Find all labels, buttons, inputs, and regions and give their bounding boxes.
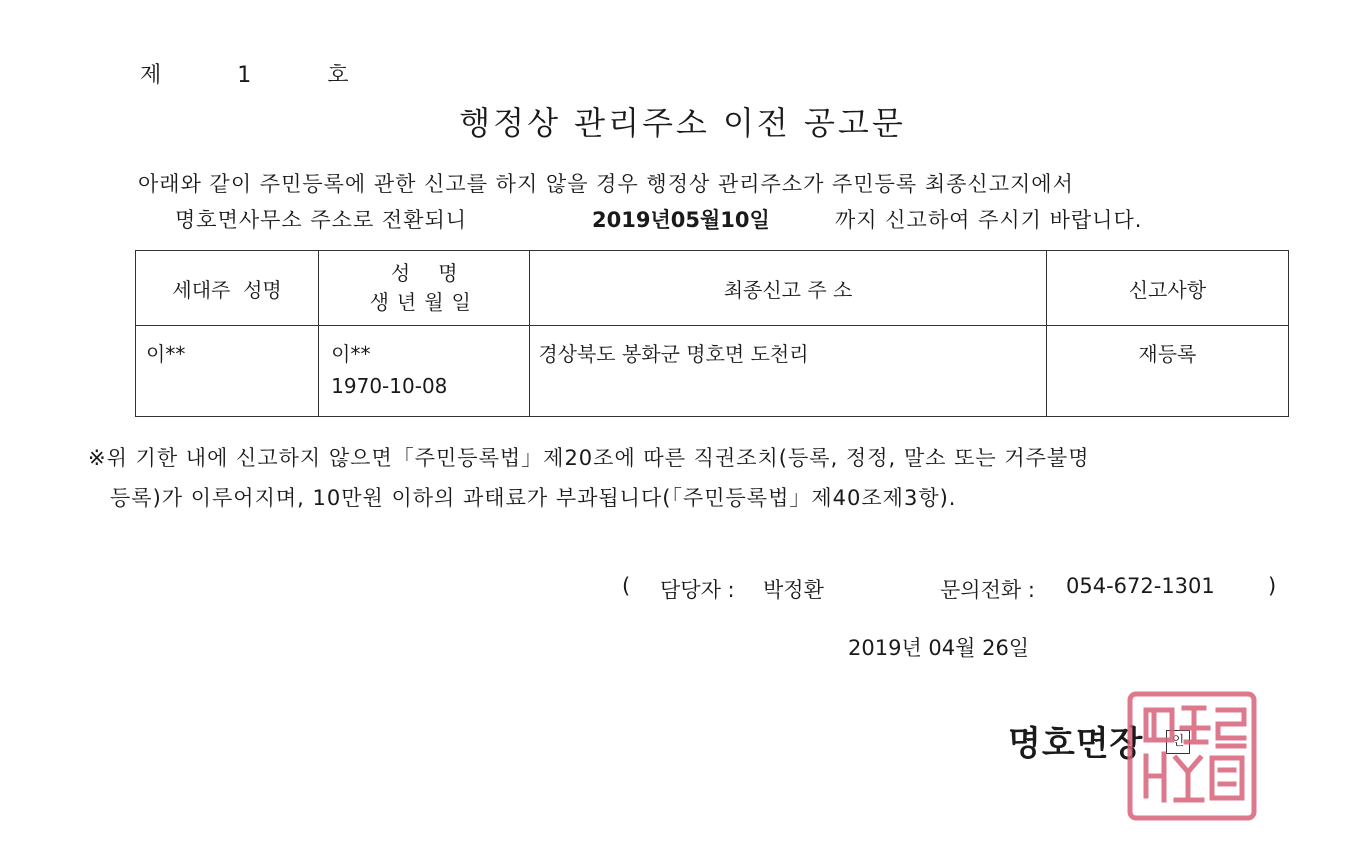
seal-mark: 인 (1166, 730, 1190, 754)
cell-report (1046, 326, 1288, 417)
header-address-label: 최종신고 주 소 (723, 277, 853, 302)
name-value: 이** (331, 342, 371, 366)
cell-householder (136, 326, 319, 417)
intro-line-1: 아래와 같이 주민등록에 관한 신고를 하지 않을 경우 행정상 관리주소가 주민등록 최종신고지에서 (138, 172, 1074, 196)
birth-value: 1970-10-08 (331, 374, 448, 398)
doc-number-suffix: 호 (327, 63, 349, 88)
doc-number-value: 1 (237, 63, 252, 88)
report-value: 재등록 (1138, 342, 1197, 366)
manager-name: 박정환 (763, 578, 824, 602)
notice-date: 2019년 04월 26일 (848, 636, 1030, 660)
phone-number: 054-672-1301 (1066, 574, 1215, 598)
address-value: 경상북도 봉화군 명호면 도천리 (538, 342, 809, 366)
footnote-line-1: ※위 기한 내에 신고하지 않으면「주민등록법」제20조에 따른 직권조치(등록, 정정, 말소 또는 거주불명 (88, 446, 1090, 470)
phone-label: 문의전화 : (940, 578, 1035, 602)
manager-label: 담당자 : (660, 578, 735, 602)
householder-value: 이** (146, 342, 186, 366)
header-householder-label: 세대주 성명 (172, 277, 282, 302)
intro-line-3: 까지 신고하여 주시기 바랍니다. (835, 208, 1143, 232)
contact-paren-open: ( (622, 574, 631, 598)
cell-address (530, 326, 1046, 417)
page-title: 행정상 관리주소 이전 공고문 (459, 104, 906, 142)
header-birth-label: 생년월일 (369, 290, 479, 314)
contact-paren-close: ) (1268, 574, 1277, 598)
footnote-line-2: 등록)가 이루어지며, 10만원 이하의 과태료가 부과됩니다(「주민등록법」제40조제3항). (110, 486, 957, 510)
notice-table (135, 250, 1289, 417)
header-address (530, 251, 1046, 326)
header-report-label: 신고사항 (1128, 277, 1207, 302)
official-seal-stamp-icon (1124, 688, 1260, 824)
table-header-row (136, 251, 1289, 326)
header-name-label: 성명 (390, 261, 486, 285)
doc-number-prefix: 제 (140, 63, 162, 88)
header-report (1046, 251, 1288, 326)
header-name-birth (319, 251, 530, 326)
document-number (140, 58, 349, 89)
intro-line-2: 명호면사무소 주소로 전환되니 (175, 208, 468, 232)
header-householder (136, 251, 319, 326)
signer-title: 명호면장 (1008, 724, 1144, 764)
deadline-date: 2019년05월10일 (592, 208, 770, 232)
table-row (136, 326, 1289, 417)
cell-name-birth (319, 326, 530, 417)
